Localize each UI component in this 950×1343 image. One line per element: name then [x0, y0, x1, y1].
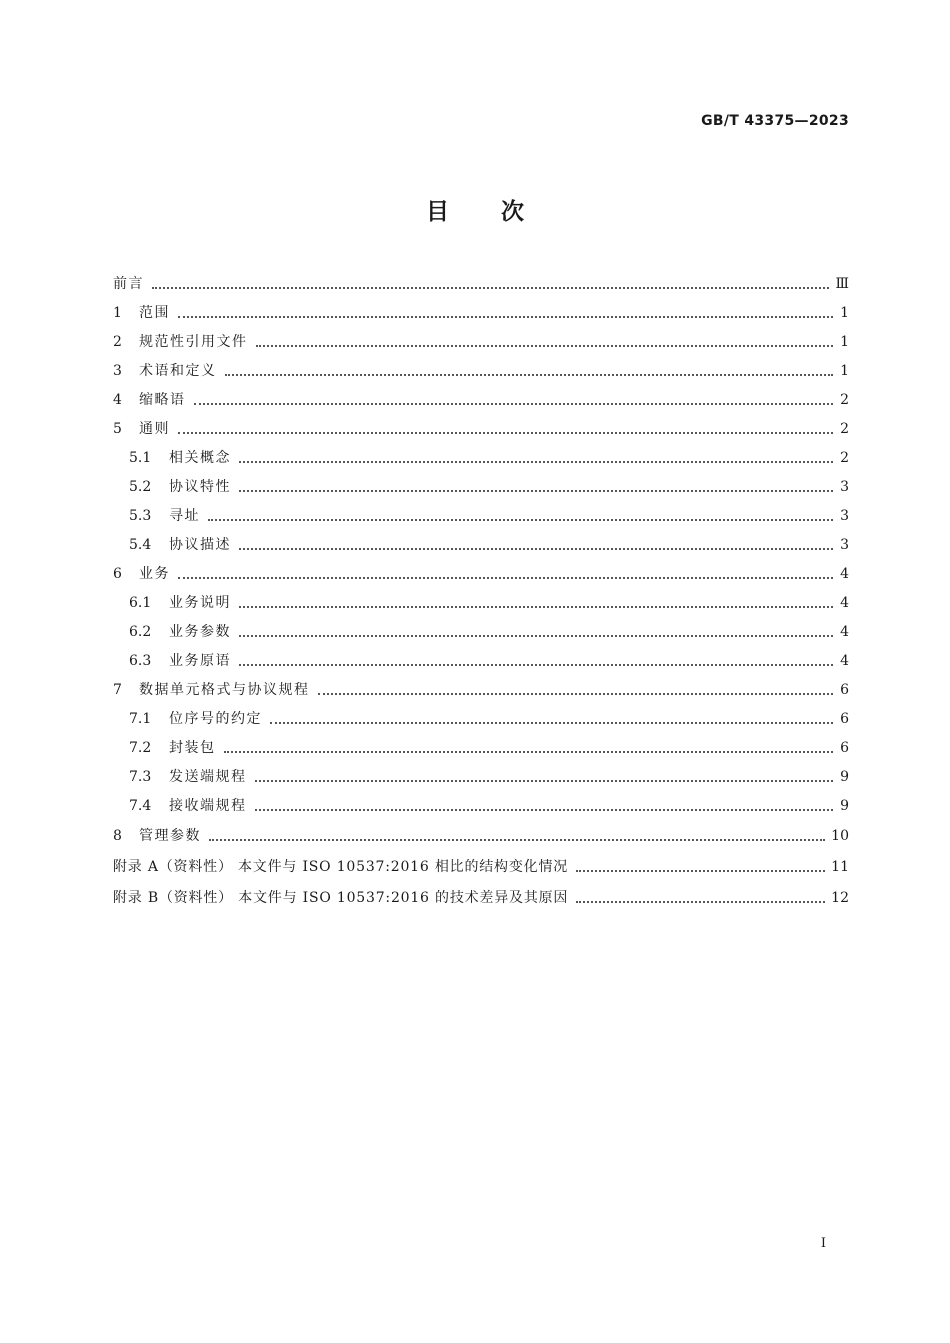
toc-number: 5.1: [129, 450, 152, 466]
dot-leader: [318, 693, 834, 695]
toc-number: 5.3: [129, 508, 152, 524]
toc-entry-3[interactable]: [113, 357, 849, 381]
toc-page-number: 4: [840, 595, 849, 611]
dot-leader: [576, 870, 825, 872]
toc-label: 协议描述: [169, 537, 231, 553]
toc-page-number: 2: [840, 450, 849, 466]
toc-entry-5-4[interactable]: [129, 531, 849, 555]
toc-page-number: 9: [840, 798, 849, 814]
toc-number: 5: [113, 421, 122, 437]
toc-entry-5-2[interactable]: [129, 473, 849, 497]
dot-leader: [209, 839, 825, 841]
toc-number: 7.2: [129, 740, 152, 756]
toc-page-number: 1: [840, 305, 849, 321]
dot-leader: [239, 548, 833, 550]
toc-entry-foreword[interactable]: [113, 270, 849, 294]
dot-leader: [239, 490, 833, 492]
dot-leader: [576, 901, 825, 903]
toc-page-number: 11: [831, 859, 849, 875]
toc-number: 1: [113, 305, 122, 321]
toc-page-number: 3: [840, 479, 849, 495]
toc-label: 附录 B（资料性） 本文件与 ISO 10537:2016 的技术差异及其原因: [113, 890, 569, 906]
toc-number: 5.4: [129, 537, 152, 553]
dot-leader: [178, 432, 833, 434]
toc-label: 业务参数: [169, 624, 231, 640]
dot-leader: [152, 287, 829, 289]
toc-page-number: 3: [840, 508, 849, 524]
toc-entry-6[interactable]: [113, 560, 849, 584]
toc-page-number: 2: [840, 392, 849, 408]
toc-number: 7: [113, 682, 122, 698]
toc-number: 8: [113, 828, 122, 844]
toc-number: 6: [113, 566, 122, 582]
dot-leader: [178, 316, 833, 318]
toc-entry-6-1[interactable]: [129, 589, 849, 613]
toc-label: 附录 A（资料性） 本文件与 ISO 10537:2016 相比的结构变化情况: [113, 859, 569, 875]
toc-entry-7-2[interactable]: [129, 734, 849, 758]
dot-leader: [225, 374, 834, 376]
toc-entry-4[interactable]: [113, 386, 849, 410]
toc-page-number: 1: [840, 334, 849, 350]
toc-entry-annex-a[interactable]: [113, 853, 849, 877]
toc-label: 相关概念: [169, 450, 231, 466]
toc-number: 3: [113, 363, 122, 379]
toc-page-number: 2: [840, 421, 849, 437]
toc-label: 接收端规程: [169, 798, 247, 814]
toc-number: 7.3: [129, 769, 152, 785]
toc-entry-5-3[interactable]: [129, 502, 849, 526]
toc-label: 位序号的约定: [169, 711, 262, 727]
dot-leader: [239, 664, 833, 666]
toc-page-number: Ⅲ: [835, 276, 849, 292]
dot-leader: [239, 635, 833, 637]
toc-page-number: 12: [831, 890, 849, 906]
toc-label: 术语和定义: [139, 363, 217, 379]
toc-page-number: 9: [840, 769, 849, 785]
toc-page-number: 6: [840, 740, 849, 756]
dot-leader: [255, 780, 834, 782]
dot-leader: [178, 577, 833, 579]
toc-label: 缩略语: [139, 392, 186, 408]
dot-leader: [208, 519, 833, 521]
toc-page-number: 4: [840, 653, 849, 669]
toc-entry-7-3[interactable]: [129, 763, 849, 787]
toc-page-number: 10: [831, 828, 849, 844]
toc-entry-annex-b[interactable]: [113, 884, 849, 908]
toc-label: 封装包: [169, 740, 216, 756]
toc-label: 规范性引用文件: [139, 334, 248, 350]
dot-leader: [224, 751, 834, 753]
toc-entry-1[interactable]: [113, 299, 849, 323]
toc-entry-6-2[interactable]: [129, 618, 849, 642]
toc-number: 6.2: [129, 624, 152, 640]
toc-number: 5.2: [129, 479, 152, 495]
toc-page-number: 4: [840, 566, 849, 582]
toc-label: 发送端规程: [169, 769, 247, 785]
toc-entry-5-1[interactable]: [129, 444, 849, 468]
toc-number: 6.1: [129, 595, 152, 611]
toc-number: 2: [113, 334, 122, 350]
dot-leader: [194, 403, 834, 405]
toc-page-number: 6: [840, 711, 849, 727]
toc-label: 数据单元格式与协议规程: [139, 682, 310, 698]
toc-label: 寻址: [169, 508, 200, 524]
toc-label: 范围: [139, 305, 170, 321]
standard-number: GB/T 43375—2023: [701, 113, 849, 129]
toc-entry-7[interactable]: [113, 676, 849, 700]
toc-entry-7-4[interactable]: [129, 792, 849, 816]
page-title: 目次: [426, 199, 576, 225]
toc-page-number: 1: [840, 363, 849, 379]
toc-entry-2[interactable]: [113, 328, 849, 352]
toc-number: 7.1: [129, 711, 152, 727]
toc-label: 业务原语: [169, 653, 231, 669]
toc-entry-6-3[interactable]: [129, 647, 849, 671]
toc-entry-8[interactable]: [113, 822, 849, 846]
page-number: Ⅰ: [820, 1236, 826, 1251]
toc-page-number: 4: [840, 624, 849, 640]
toc-number: 6.3: [129, 653, 152, 669]
dot-leader: [256, 345, 834, 347]
toc-label: 管理参数: [139, 828, 201, 844]
toc-page-number: 6: [840, 682, 849, 698]
dot-leader: [255, 809, 834, 811]
dot-leader: [239, 606, 833, 608]
toc-page-number: 3: [840, 537, 849, 553]
dot-leader: [239, 461, 833, 463]
toc-label: 前言: [113, 276, 144, 292]
toc-label: 协议特性: [169, 479, 231, 495]
toc-number: 4: [113, 392, 122, 408]
dot-leader: [270, 722, 833, 724]
toc-label: 业务说明: [169, 595, 231, 611]
toc-number: 7.4: [129, 798, 152, 814]
toc-entry-7-1[interactable]: [129, 705, 849, 729]
toc-entry-5[interactable]: [113, 415, 849, 439]
toc-label: 业务: [139, 566, 170, 582]
toc-label: 通则: [139, 421, 170, 437]
